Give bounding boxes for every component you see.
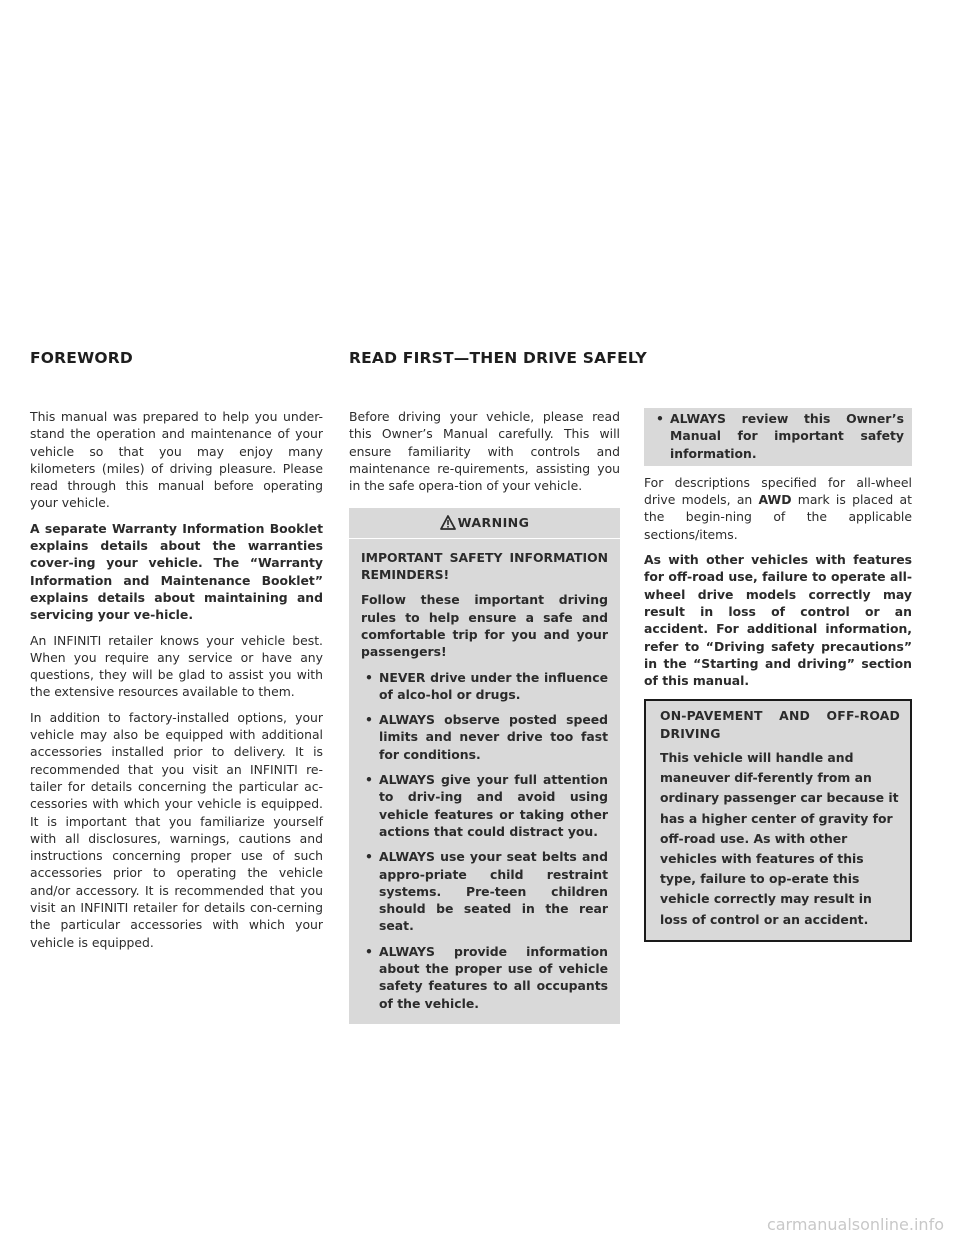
foreword-heading: FOREWORD (30, 349, 133, 367)
warning-lead: Follow these important driving rules to help ensure a safe and comfortable trip for you and your passengers! (361, 592, 608, 660)
offroad-caution-box (644, 699, 912, 941)
warning-triangle-icon (440, 515, 456, 530)
warning-bullet-list (361, 669, 608, 1012)
review-manual-bullet: • ALWAYS review this Owner’s Manual for important safety information. (656, 411, 904, 461)
read-first-column (349, 408, 620, 1024)
warning-bullet: • ALWAYS observe posted speed limits and never drive too fast for conditions. (365, 712, 608, 762)
foreword-paragraph-1: This manual was prepared to help you under-stand the operation and maintenance of your vehicle so that you may enjoy many kilometers (miles) of driving pleasure. Please read through this manual before operating your vehicle. (30, 409, 323, 511)
offroad-box-text: This vehicle will handle and maneuver dif-ferently from an ordinary passenger car because it has a higher center of gravity for off-road use. As with other vehicles with features of this type, failure to op-erate this vehicle correctly may result in loss of control or an accident. (660, 750, 899, 927)
warning-bullet: • ALWAYS provide information about the proper use of vehicle safety features to all occupants of the vehicle. (365, 943, 608, 1011)
warning-bullet: • NEVER drive under the influence of alco-hol or drugs. (365, 669, 608, 702)
awd-column (644, 408, 912, 942)
offroad-box-title: ON-PAVEMENT AND OFF-ROAD DRIVING (660, 708, 900, 741)
review-manual-bullet-box (644, 408, 912, 466)
offroad-warning-paragraph: As with other vehicles with features for off-road use, failure to operate all-wheel drive models correctly may result in loss of control or an accident. For additional information, refer to “Driving safety precautions” in the “Starting and driving” section of this manual. (644, 552, 912, 689)
watermark: carmanualsonline.info (766, 1215, 944, 1234)
foreword-column (30, 408, 323, 959)
warning-bullet: • ALWAYS use your seat belts and appro-priate child restraint systems. Pre-teen children should be seated in the rear seat. (365, 849, 608, 934)
warning-bullet: • ALWAYS give your full attention to driv-ing and avoid using vehicle features or taking other actions that could distract you. (365, 772, 608, 839)
awd-mark: AWD (758, 492, 792, 508)
warranty-paragraph: A separate Warranty Information Booklet explains details about the warranties cover-ing your vehicle. The “Warranty Information and Maintenance Booklet” explains details about maintaining and servicing your ve-hicle. (30, 520, 323, 623)
accessories-paragraph: In addition to factory-installed options, your vehicle may also be equipped with additional accessories installed prior to delivery. It is recommended that you visit an INFINITI re-tailer for details concerning the particular ac-cessories with which your vehicle is equipped. It is important that you familiarize yourself with all disclosures, warnings, cautions and instructions concerning proper use of such accessories prior to operating the vehicle and/or accessory. It is recommended that you visit an INFINITI retailer for details con-cerning the particular accessories with which your vehicle is equipped. (30, 709, 323, 950)
read-first-intro: Before driving your vehicle, please read this Owner’s Manual carefully. This will ensure familiarity with controls and maintenance re-quirements, assisting you in the safe opera-tion of your vehicle. (349, 409, 620, 494)
warning-label: WARNING (457, 515, 530, 531)
warning-header (349, 508, 620, 538)
awd-paragraph: For descriptions specified for all-wheel drive models, an AWD mark is placed at the begin-ning of the applicable sections/items. (644, 474, 912, 542)
read-first-heading: READ FIRST—THEN DRIVE SAFELY (349, 349, 647, 367)
warning-box (349, 508, 620, 1023)
retailer-paragraph: An INFINITI retailer knows your vehicle best. When you require any service or have any questions, they will be glad to assist you with the extensive resources available to them. (30, 632, 323, 700)
warning-title: IMPORTANT SAFETY INFORMATION REMINDERS! (361, 549, 608, 583)
